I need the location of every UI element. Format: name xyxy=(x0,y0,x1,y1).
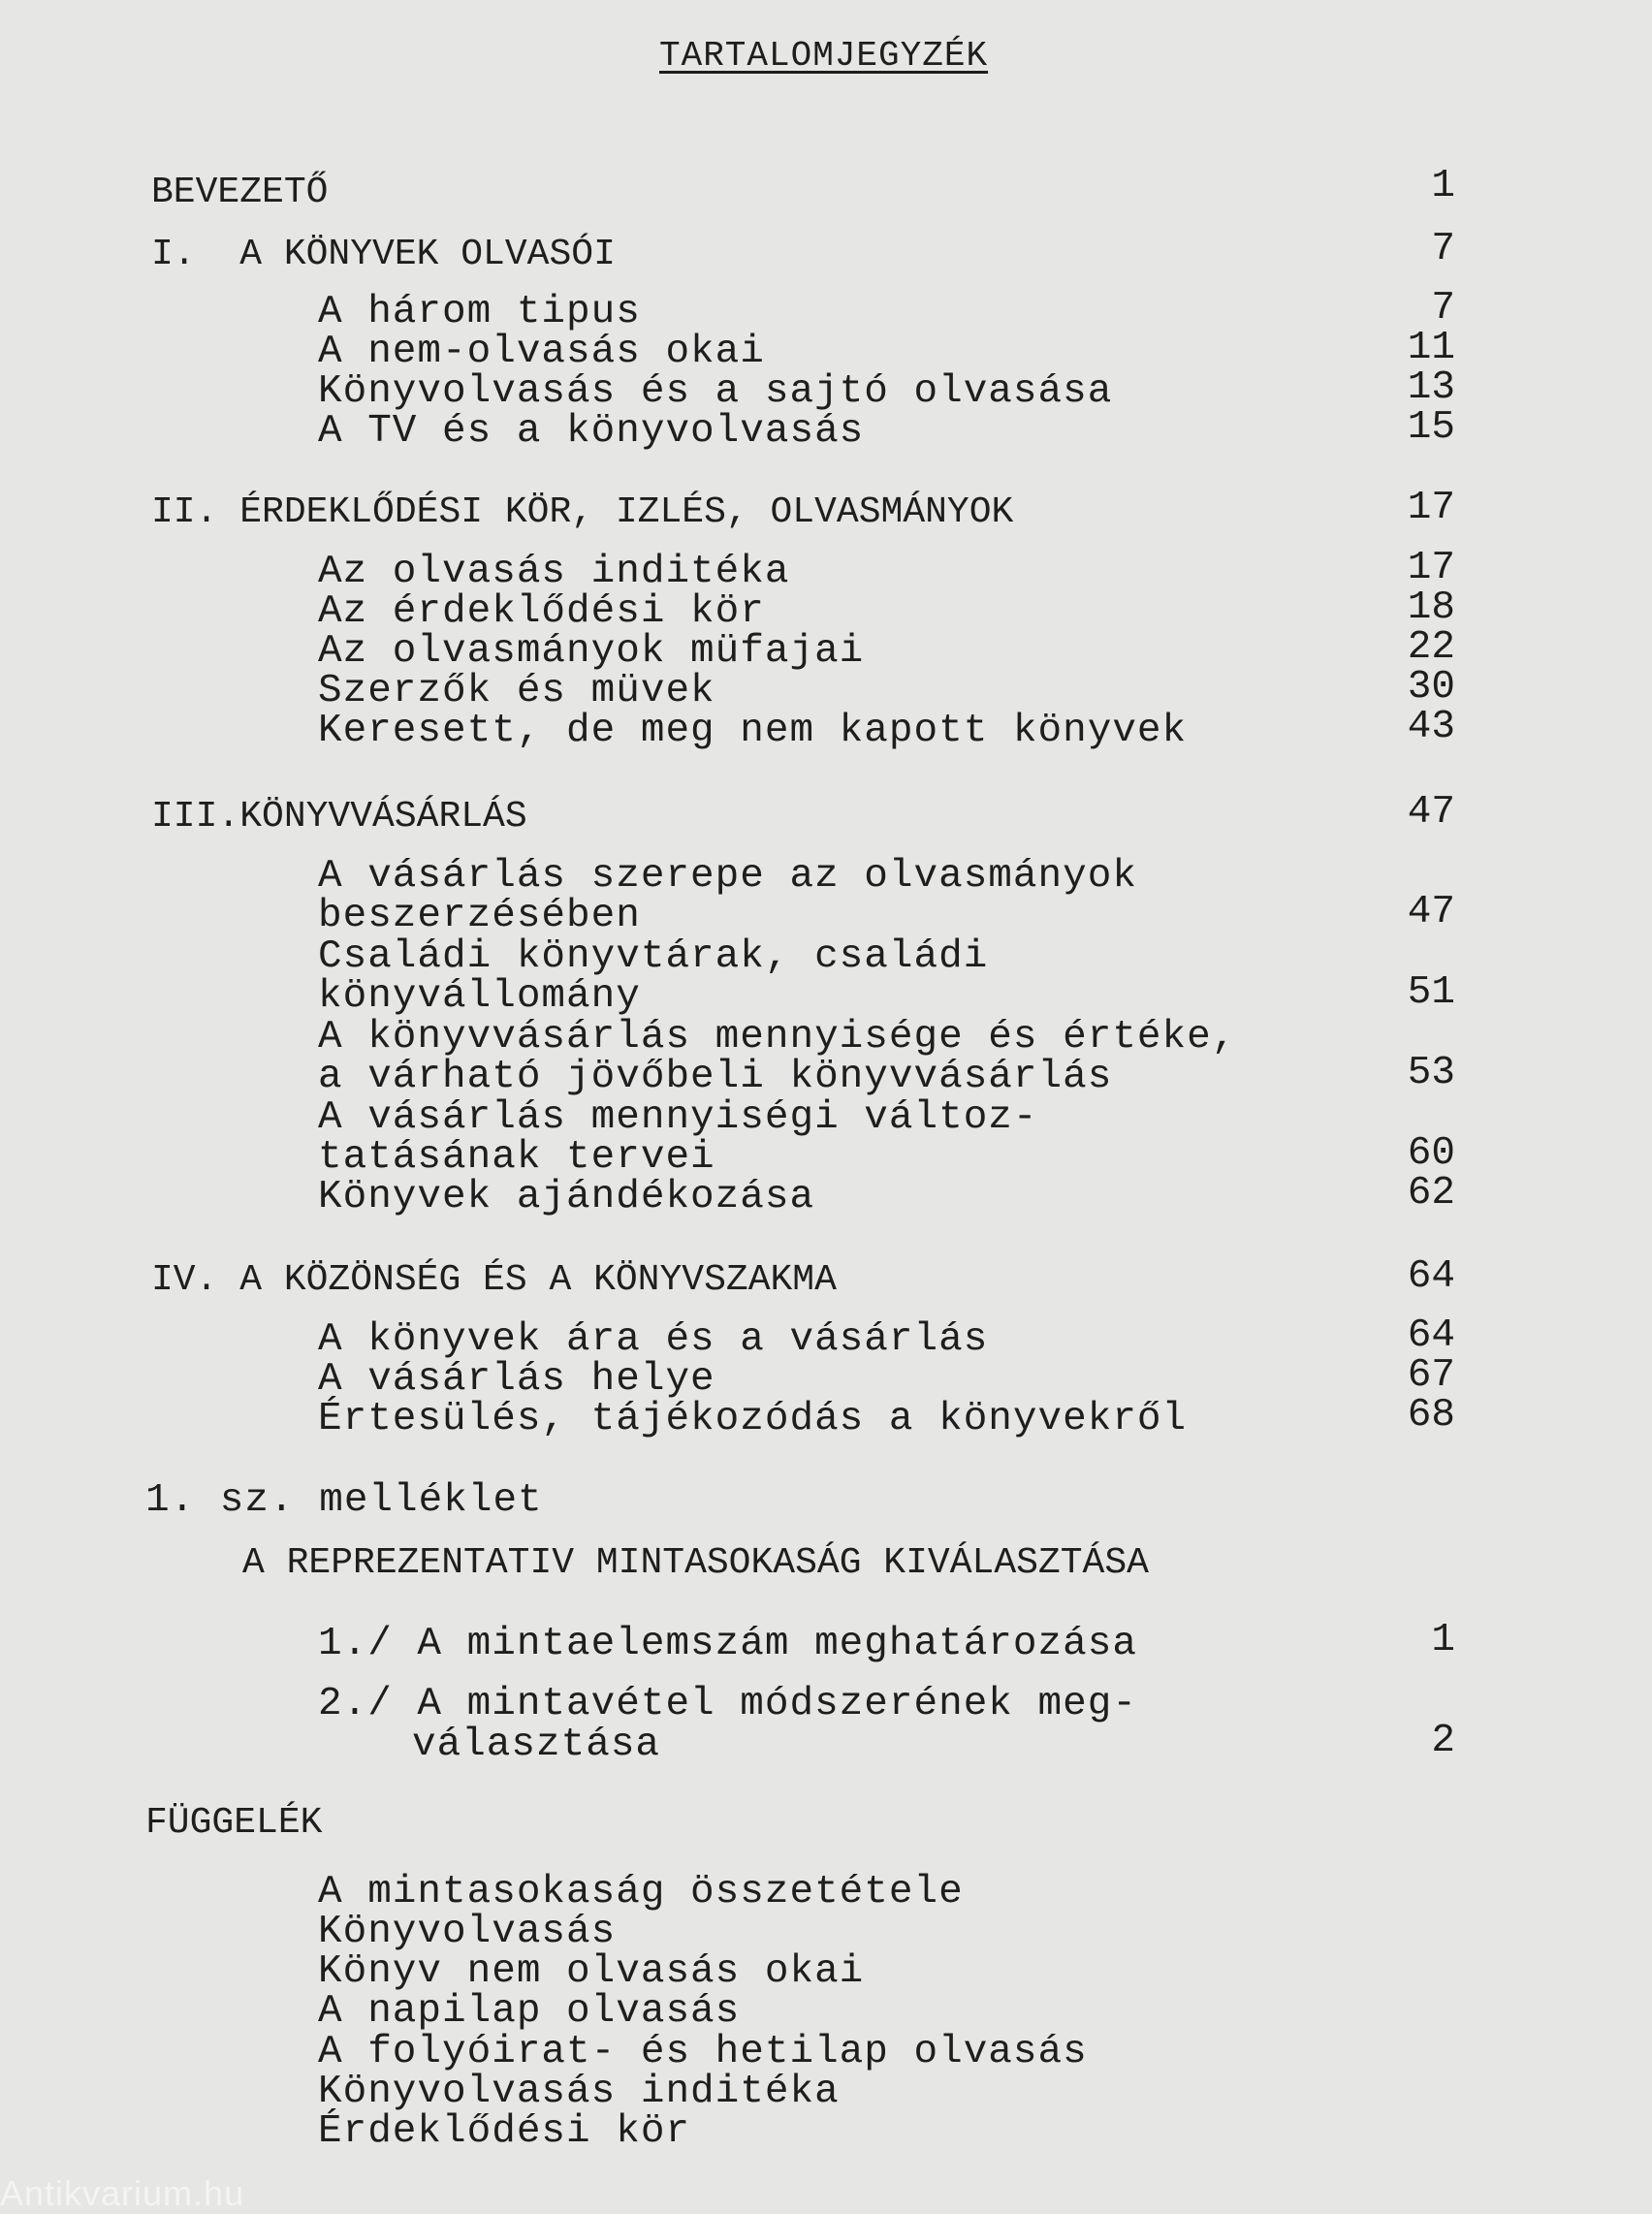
toc-page-number: 7 xyxy=(1431,286,1455,331)
toc-entry: Könyv nem olvasás okai xyxy=(318,1949,865,1994)
toc-page-number: 30 xyxy=(1407,665,1455,710)
toc-entry: Értesülés, tájékozódás a könyvekről xyxy=(318,1397,1188,1441)
toc-page-number: 15 xyxy=(1407,405,1455,450)
toc-entry: könyvállomány xyxy=(318,974,641,1019)
toc-entry: A nem-olvasás okai xyxy=(318,330,765,374)
toc-entry: A vásárlás helye xyxy=(318,1357,715,1402)
toc-entry: Az érdeklődési kör xyxy=(318,589,765,634)
toc-page-number: 64 xyxy=(1407,1254,1455,1299)
toc-entry: Könyvolvasás xyxy=(318,1910,617,1954)
page-title: TARTALOMJEGYZÉK xyxy=(659,36,989,76)
toc-section-2: II. ÉRDEKLŐDÉSI KÖR, IZLÉS, OLVASMÁNYOK xyxy=(151,491,1014,533)
toc-page-number: 51 xyxy=(1407,970,1455,1015)
toc-section-3: III.KÖNYVVÁSÁRLÁS xyxy=(151,796,527,838)
toc-section-appendix: FÜGGELÉK xyxy=(145,1802,323,1844)
toc-entry: A folyóirat- és hetilap olvasás xyxy=(318,2030,1088,2074)
toc-page-number: 1 xyxy=(1431,1618,1455,1662)
toc-page-number: 53 xyxy=(1407,1051,1455,1095)
toc-section-4: IV. A KÖZÖNSÉG ÉS A KÖNYVSZAKMA xyxy=(151,1259,837,1301)
toc-entry: A könyvek ára és a vásárlás xyxy=(318,1317,989,1362)
toc-entry: A vásárlás szerepe az olvasmányok xyxy=(318,854,1137,899)
toc-entry: Az olvasás inditéka xyxy=(318,550,790,594)
toc-entry: A napilap olvasás xyxy=(318,1989,741,2034)
toc-page-number: 17 xyxy=(1407,546,1455,590)
toc-entry: beszerzésében xyxy=(318,894,641,938)
toc-entry: A vásárlás mennyiségi változ- xyxy=(318,1095,1038,1140)
toc-page-number: 2 xyxy=(1431,1719,1455,1763)
toc-entry: tatásának tervei xyxy=(318,1135,715,1180)
toc-entry: A három tipus xyxy=(318,290,641,334)
toc-page-number: 67 xyxy=(1407,1353,1455,1398)
toc-page-number: 11 xyxy=(1407,326,1455,370)
toc-page-number: 43 xyxy=(1407,705,1455,749)
toc-entry: Könyvolvasás és a sajtó olvasása xyxy=(318,369,1113,414)
toc-entry: Könyvek ajándékozása xyxy=(318,1175,815,1219)
toc-page-number: 22 xyxy=(1407,625,1455,670)
toc-page-number: 62 xyxy=(1407,1171,1455,1216)
toc-entry: Könyvolvasás inditéka xyxy=(318,2070,840,2114)
toc-entry: Keresett, de meg nem kapott könyvek xyxy=(318,709,1188,753)
appendix-label: 1. sz. melléklet xyxy=(145,1478,543,1523)
toc-entry: választása xyxy=(412,1723,661,1767)
toc-entry: a várható jövőbeli könyvvásárlás xyxy=(318,1055,1113,1099)
toc-entry: A könyvvásárlás mennyisége és értéke, xyxy=(318,1015,1237,1060)
toc-entry: 2./ A mintavétel módszerének meg- xyxy=(318,1682,1137,1726)
toc-entry: Szerzők és müvek xyxy=(318,669,715,713)
toc-page-number: 18 xyxy=(1407,585,1455,630)
appendix-title: A REPREZENTATIV MINTASOKASÁG KIVÁLASZTÁSA xyxy=(242,1542,1149,1584)
toc-section-1: I. A KÖNYVEK OLVASÓI xyxy=(151,234,616,275)
toc-entry: A mintasokaság összetétele xyxy=(318,1870,964,1914)
toc-page-number: 13 xyxy=(1407,365,1455,410)
toc-page-number: 17 xyxy=(1407,486,1455,530)
toc-page-number: 47 xyxy=(1407,790,1455,835)
toc-page-number: 60 xyxy=(1407,1131,1455,1176)
toc-entry: A TV és a könyvolvasás xyxy=(318,409,865,454)
toc-entry: Családi könyvtárak, családi xyxy=(318,934,989,979)
watermark: Antikvarium.hu xyxy=(0,2173,245,2213)
toc-entry: Érdeklődési kör xyxy=(318,2109,691,2154)
toc-page-number: 47 xyxy=(1407,890,1455,934)
toc-page-number: 1 xyxy=(1431,164,1455,208)
toc-entry: 1./ A mintaelemszám meghatározása xyxy=(318,1622,1137,1666)
toc-page-number: 7 xyxy=(1431,227,1455,271)
toc-page-number: 68 xyxy=(1407,1393,1455,1438)
toc-entry: Az olvasmányok müfajai xyxy=(318,629,865,674)
toc-page-number: 64 xyxy=(1407,1313,1455,1358)
toc-section-intro: BEVEZETŐ xyxy=(151,172,329,213)
